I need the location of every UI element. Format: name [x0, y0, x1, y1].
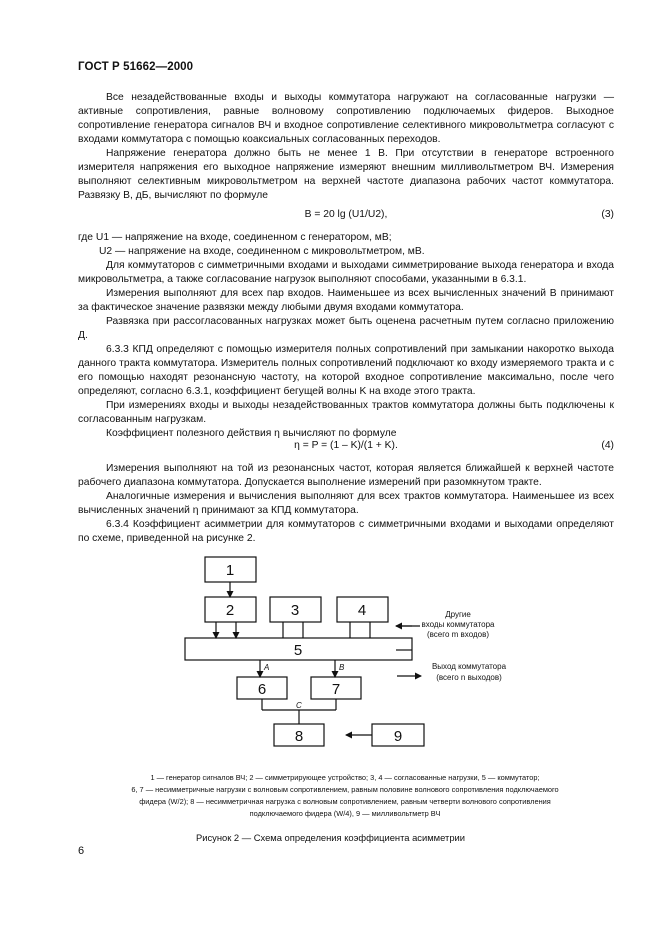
figure-caption: Рисунок 2 — Схема определения коэффициента асимметрии — [195, 832, 466, 843]
page-number: 6 — [78, 845, 85, 857]
paragraph: 6.3.4 Коэффициент асимметрии для коммутаторов с симметричными входами и выходами определяют по схеме, приведенной на рисунке 2. — [78, 519, 614, 544]
paragraph: Напряжение генератора должно быть не менее 1 В. При отсутствии в генераторе встроенного измерителя напряжения его выходное напряжение измеряют внешним милливольтметром ВЧ. Измерения выполняют селективным микровольтметром на верхней частоте диапазона рабочих частот коммутатора. Развязку B, дБ, вычисляют по формуле — [78, 148, 614, 201]
block-7-label: 7 — [331, 681, 341, 698]
point-a: A — [264, 663, 270, 672]
label-output-1: Выход коммутатора — [431, 662, 507, 671]
block-5-label: 5 — [293, 642, 303, 659]
block-1-label: 1 — [225, 562, 235, 579]
legend-line: фидера (W/2); 8 — несимметричная нагрузка с волновым сопротивлением, равным четверти волнового сопротивления — [139, 797, 551, 806]
where-line-2: U2 — напряжение на входе, соединенном с микровольтметром, мВ. — [99, 246, 425, 257]
block-6-label: 6 — [257, 681, 267, 698]
label-output-2: (всего n выходов) — [436, 673, 502, 682]
formula-text: B = 20 lg (U1/U2), — [304, 209, 388, 220]
document-header: ГОСТ Р 51662—2000 — [78, 61, 194, 73]
paragraph: 6.3.3 КПД определяют с помощью измерителя полных сопротивлений при замыкании накоротко выхода данного тракта коммутатора. Измеритель полных сопротивлений подключают ко входу измеряемого тракта и с его помощью находят резонансную частоту, на которой входное сопротивление максимально, после чего определяют, согласно 6.3.1, коэффициент бегущей волны K на входе этого тракта. — [78, 344, 614, 397]
paragraph: При измерениях входы и выходы незадействованных трактов коммутатора должны быть подключены к согласованным нагрузкам. — [78, 400, 614, 425]
label-other-inputs-1: Другие — [445, 610, 471, 619]
text-block-2 — [78, 259, 614, 441]
paragraph: Измерения выполняют на той из резонансных частот, которая является ближайшей к верхней частоте рабочего диапазона коммутатора. Допускается выполнение измерений при разомкнутом тракте. — [78, 463, 614, 488]
label-other-inputs-3: (всего m входов) — [426, 630, 490, 639]
text-block-1 — [78, 91, 614, 203]
block-3-label: 3 — [290, 602, 300, 619]
paragraph: Аналогичные измерения и вычисления выполняют для всех трактов коммутатора. Наименьшее из всех вычисленных значений η принимают за КПД коммутатора. — [78, 491, 614, 516]
paragraph: Измерения выполняют для всех пар входов. Наименьшее из всех вычисленных значений B принимают за фактическое значение развязки между любыми двумя входами коммутатора. — [78, 288, 614, 313]
block-2-label: 2 — [225, 602, 235, 619]
paragraph: Для коммутаторов с симметричными входами и выходами симметрирование выхода генератора и входа микровольтметра, а также согласование нагрузок выполняют способами, указанными в 6.3.1. — [78, 260, 614, 285]
block-9-label: 9 — [393, 728, 403, 745]
block-8-label: 8 — [294, 728, 304, 745]
figure-legend — [70, 772, 620, 820]
paragraph: Коэффициент полезного действия η вычисляют по формуле — [106, 428, 397, 439]
block-4-label: 4 — [357, 602, 367, 619]
point-c: C — [296, 701, 302, 710]
label-other-inputs-2: входы коммутатора — [421, 620, 495, 629]
formula-number: (3) — [601, 209, 614, 220]
formula-number: (4) — [601, 440, 614, 451]
legend-line: 6, 7 — несимметричные нагрузки с волновым сопротивлением, равным половине волнового сопротивления подключаемого — [131, 785, 559, 794]
legend-line: подключаемого фидера (W/4), 9 — милливольтметр ВЧ — [249, 809, 441, 818]
formula-text: η = P = (1 – K)/(1 + K). — [294, 440, 398, 451]
point-b: B — [339, 663, 345, 672]
where-line-1: где U1 — напряжение на входе, соединенном с генератором, мВ; — [78, 232, 392, 243]
paragraph: Развязка при рассогласованных нагрузках может быть оценена расчетным путем согласно приложению Д. — [78, 316, 614, 341]
legend-line: 1 — генератор сигналов ВЧ; 2 — симметрирующее устройство; 3, 4 — согласованные нагрузки, 5 — коммутатор; — [150, 773, 540, 782]
paragraph: Все незадействованные входы и выходы коммутатора нагружают на согласованные нагрузки — активные сопротивления, равные волновому сопротивлению подключаемых фидеров. Выходное сопротивление генератора сигналов ВЧ и входное сопротивление селективного микровольтметра согласуют с входами коммутатора с помощью коаксиальных согласованных переходов. — [78, 92, 614, 145]
where-block — [78, 231, 614, 259]
block-diagram — [0, 550, 661, 765]
text-block-3 — [78, 462, 614, 546]
